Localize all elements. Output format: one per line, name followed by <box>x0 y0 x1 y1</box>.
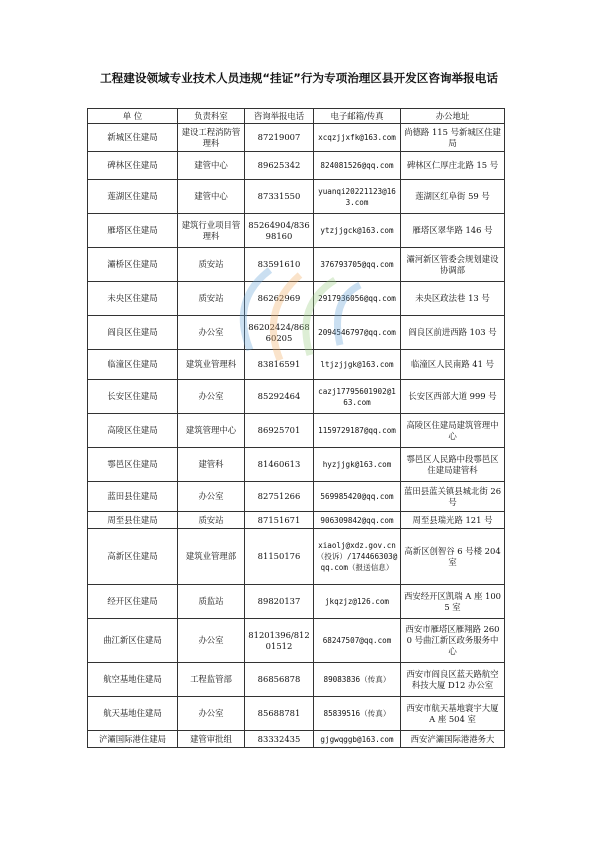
table-cell-department: 建管科 <box>178 448 245 482</box>
table-cell-department: 建管中心 <box>178 180 245 214</box>
table-cell-department: 建筑行业项目管理科 <box>178 214 245 248</box>
table-cell-phone: 83816591 <box>245 350 314 380</box>
table-row <box>88 482 505 512</box>
table-cell-address: 尚德路 115 号新城区住建局 <box>401 124 505 152</box>
table-cell-email: 89083836（传真） <box>314 663 401 697</box>
table-cell-department: 质安站 <box>178 282 245 316</box>
table-row <box>88 282 505 316</box>
table-cell-address: 碑林区仁厚庄北路 15 号 <box>401 152 505 180</box>
table-cell-unit: 浐灞国际港住建局 <box>88 731 178 748</box>
header-email-fax: 电子邮箱/传真 <box>314 109 401 124</box>
table-cell-address: 未央区政法巷 13 号 <box>401 282 505 316</box>
table-cell-department: 质安站 <box>178 248 245 282</box>
table-cell-department: 建筑管理中心 <box>178 414 245 448</box>
table-cell-unit: 曲江新区住建局 <box>88 619 178 663</box>
table-row <box>88 180 505 214</box>
table-header-row <box>88 109 505 124</box>
table-cell-address: 莲湖区红阜街 59 号 <box>401 180 505 214</box>
table-cell-unit: 阎良区住建局 <box>88 316 178 350</box>
table-cell-unit: 高陵区住建局 <box>88 414 178 448</box>
header-department: 负责科室 <box>178 109 245 124</box>
table-cell-phone: 87219007 <box>245 124 314 152</box>
table-cell-email: jkqzjz@126.com <box>314 585 401 619</box>
contact-table <box>87 108 505 748</box>
table-cell-phone: 87151671 <box>245 512 314 529</box>
table-cell-phone: 86262969 <box>245 282 314 316</box>
table-cell-address: 西安市航天基地寰宇大厦 A 座 504 室 <box>401 697 505 731</box>
table-cell-email: cazj17795601902@163.com <box>314 380 401 414</box>
table-cell-department: 办公室 <box>178 697 245 731</box>
table-cell-unit: 鄠邑区住建局 <box>88 448 178 482</box>
table-row <box>88 214 505 248</box>
header-address: 办公地址 <box>401 109 505 124</box>
table-cell-department: 质安站 <box>178 512 245 529</box>
table-cell-phone: 85688781 <box>245 697 314 731</box>
table-cell-address: 蓝田县蓝关镇县城北街 26 号 <box>401 482 505 512</box>
table-cell-address: 雁塔区翠华路 146 号 <box>401 214 505 248</box>
table-row <box>88 731 505 748</box>
table-cell-email: ltjzjjgk@163.com <box>314 350 401 380</box>
table-cell-phone: 85264904/83698160 <box>245 214 314 248</box>
table-cell-email: 1159729187@qq.com <box>314 414 401 448</box>
table-cell-department: 建筑业管理科 <box>178 350 245 380</box>
table-cell-email: 569985420@qq.com <box>314 482 401 512</box>
table-cell-phone: 85292464 <box>245 380 314 414</box>
table-cell-email: ytzjjgck@163.com <box>314 214 401 248</box>
table-cell-unit: 航空基地住建局 <box>88 663 178 697</box>
table-cell-phone: 86202424/86860205 <box>245 316 314 350</box>
table-cell-department: 工程监管部 <box>178 663 245 697</box>
table-cell-unit: 临潼区住建局 <box>88 350 178 380</box>
table-row <box>88 380 505 414</box>
table-cell-address: 高新区创智谷 6 号楼 204 室 <box>401 529 505 585</box>
table-cell-address: 长安区西部大道 999 号 <box>401 380 505 414</box>
table-cell-unit: 灞桥区住建局 <box>88 248 178 282</box>
table-row <box>88 663 505 697</box>
table-cell-address: 临潼区人民南路 41 号 <box>401 350 505 380</box>
table-row <box>88 414 505 448</box>
page-title: 工程建设领域专业技术人员违规“挂证”行为专项治理区县开发区咨询举报电话 <box>100 71 498 85</box>
table-cell-department: 建筑业管理部 <box>178 529 245 585</box>
table-cell-phone: 89820137 <box>245 585 314 619</box>
table-cell-unit: 长安区住建局 <box>88 380 178 414</box>
table-cell-email: xiaolj@xdz.gov.cn（投诉）/174466303@qq.com（报送信息） <box>314 529 401 585</box>
table-cell-phone: 83332435 <box>245 731 314 748</box>
table-cell-email: 906309842@qq.com <box>314 512 401 529</box>
table-row <box>88 248 505 282</box>
table-cell-phone: 81201396/81201512 <box>245 619 314 663</box>
table-cell-address: 阎良区前进西路 103 号 <box>401 316 505 350</box>
table-cell-email: xcqzjjxfk@163.com <box>314 124 401 152</box>
table-cell-address: 西安浐灞国际港港务大 <box>401 731 505 748</box>
table-row <box>88 512 505 529</box>
table-cell-unit: 雁塔区住建局 <box>88 214 178 248</box>
table-cell-unit: 蓝田县住建局 <box>88 482 178 512</box>
table-cell-phone: 83591610 <box>245 248 314 282</box>
table-cell-phone: 89625342 <box>245 152 314 180</box>
table-body <box>88 124 505 748</box>
table-cell-email: yuanqi20221123@163.com <box>314 180 401 214</box>
table-cell-phone: 86925701 <box>245 414 314 448</box>
table-row <box>88 152 505 180</box>
table-cell-address: 西安市阎良区蓝天路航空科技大厦 D12 办公室 <box>401 663 505 697</box>
table-row <box>88 529 505 585</box>
table-cell-email: 68247507@qq.com <box>314 619 401 663</box>
table-cell-unit: 周至县住建局 <box>88 512 178 529</box>
header-unit: 单 位 <box>88 109 178 124</box>
table-row <box>88 448 505 482</box>
table-cell-email: 85839516（传真） <box>314 697 401 731</box>
table-row <box>88 619 505 663</box>
table-cell-phone: 81150176 <box>245 529 314 585</box>
table-cell-address: 鄠邑区人民路中段鄠邑区住建局建管科 <box>401 448 505 482</box>
table-row <box>88 585 505 619</box>
table-row <box>88 124 505 152</box>
table-row <box>88 697 505 731</box>
header-phone: 咨询举报电话 <box>245 109 314 124</box>
table-cell-department: 建管中心 <box>178 152 245 180</box>
table-cell-unit: 航天基地住建局 <box>88 697 178 731</box>
table-cell-phone: 87331550 <box>245 180 314 214</box>
table-cell-email: 2917936056@qq.com <box>314 282 401 316</box>
table-cell-address: 西安市雁塔区雁翔路 2600 号曲江新区政务服务中心 <box>401 619 505 663</box>
table-cell-address: 灞河新区管委会规划建设协调部 <box>401 248 505 282</box>
table-cell-email: hyzjjgk@163.com <box>314 448 401 482</box>
table-cell-email: 2094546797@qq.com <box>314 316 401 350</box>
table-cell-department: 办公室 <box>178 619 245 663</box>
table-cell-department: 办公室 <box>178 380 245 414</box>
table-cell-email: gjgwqggb@163.com <box>314 731 401 748</box>
table-cell-phone: 81460613 <box>245 448 314 482</box>
table-row <box>88 316 505 350</box>
table-cell-phone: 82751266 <box>245 482 314 512</box>
table-cell-phone: 86856878 <box>245 663 314 697</box>
table-cell-address: 高陵区住建局建筑管理中心 <box>401 414 505 448</box>
table-cell-department: 办公室 <box>178 316 245 350</box>
table-cell-department: 办公室 <box>178 482 245 512</box>
table-cell-email: 824081526@qq.com <box>314 152 401 180</box>
table-cell-department: 质监站 <box>178 585 245 619</box>
table-cell-address: 周至县瑞光路 121 号 <box>401 512 505 529</box>
table-cell-unit: 碑林区住建局 <box>88 152 178 180</box>
table-cell-unit: 高新区住建局 <box>88 529 178 585</box>
table-cell-department: 建管审批组 <box>178 731 245 748</box>
table-cell-unit: 经开区住建局 <box>88 585 178 619</box>
table-cell-unit: 莲湖区住建局 <box>88 180 178 214</box>
table-cell-department: 建设工程消防管理科 <box>178 124 245 152</box>
table-cell-unit: 未央区住建局 <box>88 282 178 316</box>
table-cell-address: 西安经开区凯瑞 A 座 1005 室 <box>401 585 505 619</box>
table-row <box>88 350 505 380</box>
table-cell-unit: 新城区住建局 <box>88 124 178 152</box>
table-cell-email: 376793705@qq.com <box>314 248 401 282</box>
